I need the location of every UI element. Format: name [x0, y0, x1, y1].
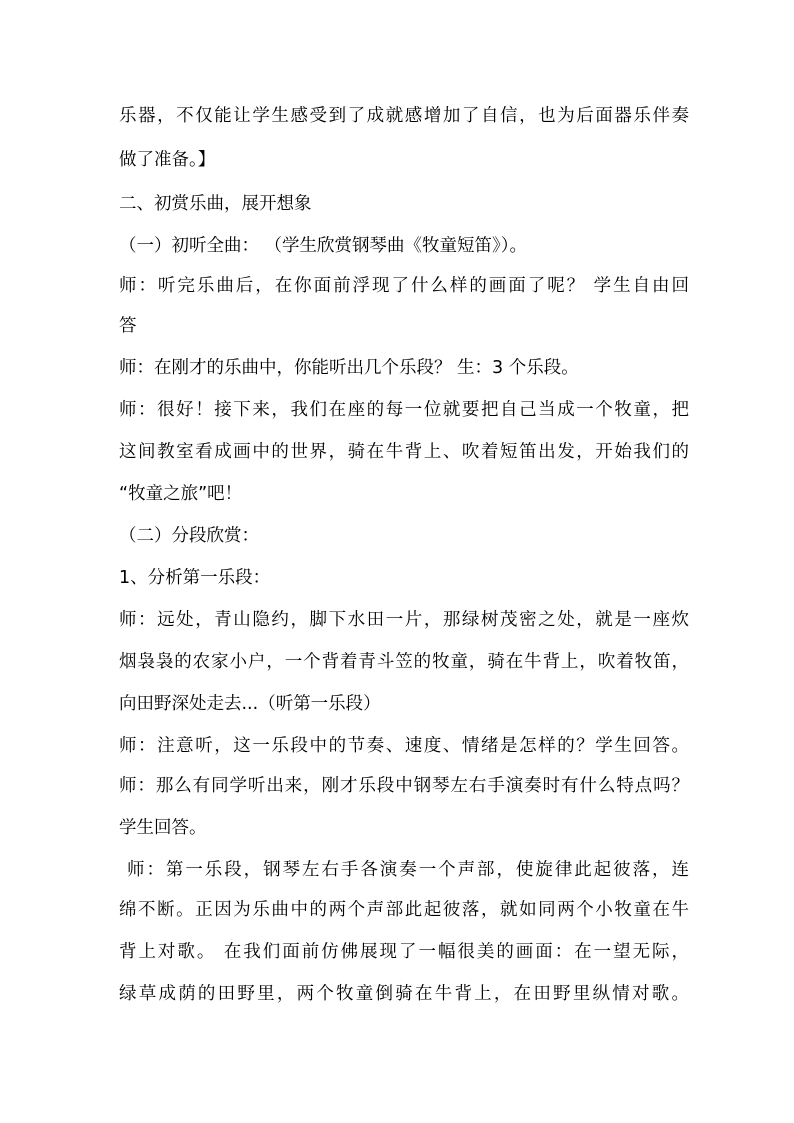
paragraph-line: 答: [119, 316, 137, 336]
subsection-heading: （一）初听全曲： （学生欣赏钢琴曲《牧童短笛》）。: [119, 236, 528, 256]
paragraph-line: 师：第一乐段，钢琴左右手各演奏一个声部，使旋律此起彼落，连: [127, 860, 689, 880]
paragraph-line: 背上对歌。 在我们面前仿佛展现了一幅很美的画面：在一望无际，: [119, 942, 689, 962]
paragraph-line: 乐器，不仅能让学生感受到了成就感增加了自信，也为后面器乐伴奏: [119, 106, 689, 126]
paragraph-line: “牧童之旅”吧！: [119, 484, 243, 504]
paragraph-line: 师：在刚才的乐曲中，你能听出几个乐段？ 生：3 个乐段。: [119, 358, 579, 378]
paragraph-line: 绿草成荫的田野里，两个牧童倒骑在牛背上，在田野里纵情对歌。: [119, 984, 689, 1004]
paragraph-line: 向田野深处走去...（听第一乐段）: [119, 694, 381, 714]
subsection-heading: （二）分段欣赏：: [119, 526, 259, 546]
subsection-heading: 1、分析第一乐段：: [119, 568, 271, 588]
paragraph-line: 师：注意听，这一乐段中的节奏、速度、情绪是怎样的？学生回答。: [119, 736, 689, 756]
paragraph-line: 学生回答。: [119, 818, 207, 838]
paragraph-line: 这间教室看成画中的世界，骑在牛背上、吹着短笛出发，开始我们的: [119, 442, 689, 462]
paragraph-line: 师：很好！接下来，我们在座的每一位就要把自己当成一个牧童，把: [119, 400, 689, 420]
paragraph-line: 师：远处，青山隐约，脚下水田一片，那绿树茂密之处，就是一座炊: [119, 610, 689, 630]
paragraph-line: 师：听完乐曲后，在你面前浮现了什么样的画面了呢？ 学生自由回: [119, 276, 689, 296]
paragraph-line: 做了准备。】: [119, 150, 216, 170]
section-heading: 二、初赏乐曲，展开想象: [119, 194, 312, 214]
paragraph-line: 烟袅袅的农家小户，一个背着青斗笠的牧童，骑在牛背上，吹着牧笛，: [119, 652, 689, 672]
paragraph-line: 绵不断。正因为乐曲中的两个声部此起彼落，就如同两个小牧童在牛: [119, 900, 689, 920]
paragraph-line: 师：那么有同学听出来，刚才乐段中钢琴左右手演奏时有什么特点吗？: [119, 776, 689, 796]
